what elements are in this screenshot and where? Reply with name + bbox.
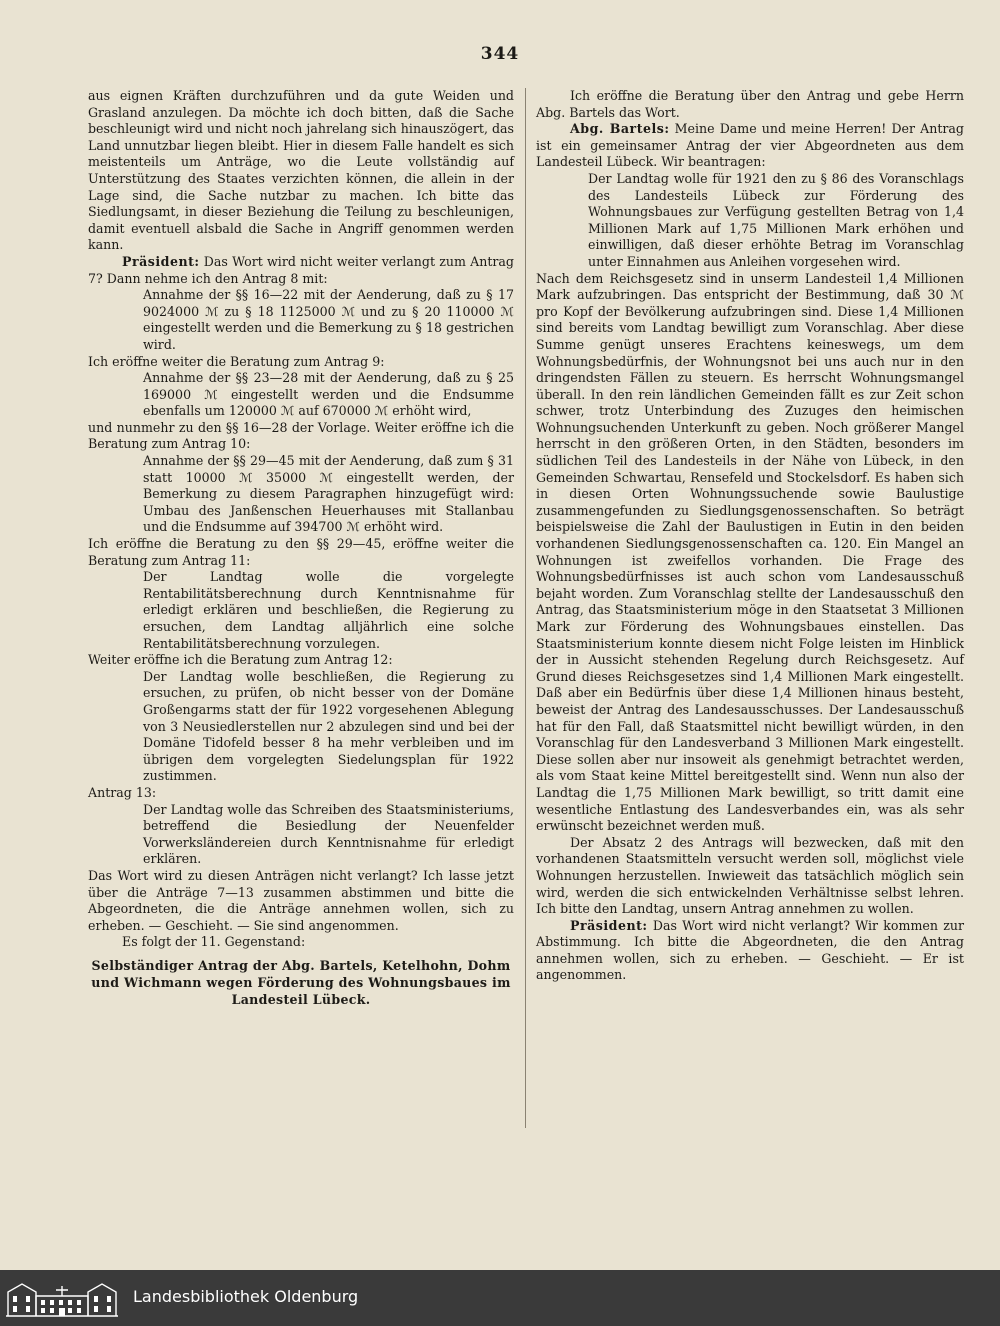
motion-text: Der Landtag wolle die vorgelegte Rentabilitätsberechnung durch Kenntnisnahme für erledigt erklären und beschließen, die Regierung zu ersuchen, dem Landtag alljährlich eine solche Rentabilitätsberechnung vorzulegen.	[143, 569, 514, 651]
paragraph: Ich eröffne die Beratung zu den §§ 29—45, eröffne weiter die Beratung zum Antrag 11:	[88, 536, 514, 568]
paragraph	[536, 918, 964, 984]
motion-text: Annahme der §§ 23—28 mit der Aenderung, daß zu § 25 169000 ℳ eingestellt werden und die Endsumme ebenfalls um 120000 ℳ auf 670000 ℳ erhöht wird,	[143, 370, 514, 419]
library-name: Landesbibliothek Oldenburg	[133, 1287, 359, 1306]
column-divider	[525, 88, 526, 1128]
paragraph-text: Meine Dame und meine Herren! Der Antrag ist ein gemeinsamer Antrag der vier Abgeordneten aus dem Landesteil Lübeck. Wir beantragen:	[536, 121, 964, 170]
paragraph: und nunmehr zu den §§ 16—28 der Vorlage. Weiter eröffne ich die Beratung zum Antrag 10:	[88, 419, 514, 452]
paragraph: Der Absatz 2 des Antrags will bezwecken, daß mit den vorhandenen Staatsmitteln versucht werden soll, möglichst viele Wohnungen herzustellen. Inwieweit das tatsächlich möglich sein wird, werden die sich entwickelnden Verhältnisse selbst lehren. Ich bitte den Landtag, unsern Antrag annehmen zu wollen.	[536, 834, 964, 917]
speaker-label: Abg. Bartels:	[570, 121, 670, 137]
right-column	[536, 88, 964, 984]
library-building-icon	[6, 1278, 118, 1318]
paragraph: Es folgt der 11. Gegenstand:	[122, 934, 306, 950]
section-heading: Selbständiger Antrag der Abg. Bartels, Ketelhohn, Dohm und Wichmann wegen Förderung des Wohnungsbaues im Landesteil Lübeck.	[91, 957, 511, 1007]
paragraph	[536, 121, 964, 171]
motion-text: Annahme der §§ 16—22 mit der Aenderung, daß zu § 17 9024000 ℳ zu § 18 1125000 ℳ und zu § 20 110000 ℳ eingestellt werden und die Bemerkung zu § 18 gestrichen wird.	[143, 287, 514, 352]
motion-text: Annahme der §§ 29—45 mit der Aenderung, daß zum § 31 statt 10000 ℳ 35000 ℳ eingestellt werden, der Bemerkung zu diesem Paragraphen hinzugefügt wird: Umbau des Janßenschen Heuerhauses mit Stallanbau und die Endsumme auf 394700 ℳ erhöht wird.	[143, 453, 514, 535]
motion-text: Der Landtag wolle für 1921 den zu § 86 des Voranschlags des Landesteils Lübeck zur Förderung des Wohnungsbaues zur Verfügung gestellten Betrag von 1,4 Millionen Mark auf 1,75 Millionen Mark erhöhen und einwilligen, daß dieser erhöhte Betrag im Voranschlag unter Einnahmen aus Anleihen vorgesehen wird.	[588, 170, 964, 269]
library-footer	[0, 1270, 1000, 1326]
motion-text: Der Landtag wolle beschließen, die Regierung zu ersuchen, zu prüfen, ob nicht besser von der Domäne Großengarms statt der für 1922 vorgesehenen Ablegung von 3 Neusiedlerstellen nur 2 abzulegen sind und bei der Domäne Tidofeld besser 8 ha mehr verbleiben und im übrigen dem vorgelegten Siedelungsplan für 1922 zustimmen.	[143, 668, 514, 784]
paragraph: Nach dem Reichsgesetz sind in unserm Landesteil 1,4 Millionen Mark aufzubringen. Das entspricht der Bestimmung, daß 30 ℳ pro Kopf der Bevölkerung aufzubringen sind. Diese 1,4 Millionen sind bereits vom Landtag bewilligt zum Voranschlag. Aber diese Summe genügt unseres Erachtens keineswegs, um dem Wohnungsbedürfnis, der Wohnungsnot bei uns auch nur in den dringendsten Fällen zu steuern. Es herrscht Wohnungsmangel überall. In den rein ländlichen Gemeinden fällt es zur Zeit schon schwer, trotz Unterbindung des Zuzuges den heimischen Wohnungsuchenden Unterkunft zu geben. Noch größerer Mangel herrscht in den größeren Orten, in den Städten, besonders im südlichen Teil des Landesteils in der Nähe von Lübeck, in den Gemeinden Schwartau, Rensefeld und Stockelsdorf. Es haben sich in diesen Orten Wohnungssuchende sowie Baulustige zusammengefunden zu Siedlungsgenossenschaften. So beträgt beispielsweise die Zahl der Baulustigen in Eutin in den beiden vorhandenen Siedlungsgenossenschaften ca. 120. Ein Mangel an Wohnungen ist zweifellos vorhanden. Die Frage des Wohnungsbedürfnisses ist auch schon vom Landesausschuß bejaht worden. Zum Voranschlag stellte der Landesausschuß den Antrag, das Staatsministerium möge in den Staatsetat 3 Millionen Mark zur Förderung des Wohnungsbaues einstellen. Das Staatsministerium konnte diesem nicht Folge leisten im Hinblick der in Aussicht stehenden Regelung durch Reichsgesetz. Auf Grund dieses Reichsgesetzes sind 1,4 Millionen Mark eingestellt. Daß aber ein Bedürfnis über diese 1,4 Millionen hinaus besteht, beweist der Antrag des Landesausschusses. Der Landesausschuß hat für den Fall, daß Staatsmittel nicht bewilligt würden, in den Voranschlag für den Landesverband 3 Millionen Mark eingestellt. Diese sollen aber nur insoweit als genehmigt betrachtet werden, als vom Staat keine Mittel bereitgestellt sind. Wenn nun also der Landtag die 1,75 Millionen Mark bewilligt, so tritt damit eine wesentliche Entlastung des Landesverbandes ein, was als sehr erwünscht bezeichnet werden muß.	[536, 270, 964, 834]
motion-text: Der Landtag wolle das Schreiben des Staatsministeriums, betreffend die Besiedlung der Neuenfelder Vorwerksländereien durch Kenntnisnahme für erledigt erklären.	[143, 801, 514, 867]
speaker-label: Präsident:	[570, 917, 648, 933]
paragraph: Antrag 13:	[88, 784, 157, 800]
paragraph-text: Das Wort wird nicht weiter verlangt zum Antrag 7? Dann nehme ich den Antrag 8 mit:	[88, 253, 514, 286]
paragraph-text: Das Wort wird nicht verlangt? Wir kommen zur Abstimmung. Ich bitte die Abgeordneten, die den Antrag annehmen wollen, sich zu erheben. — Geschieht. — Er ist angenommen.	[536, 917, 964, 983]
paragraph	[88, 254, 514, 287]
paragraph: Ich eröffne die Beratung über den Antrag und gebe Herrn Abg. Bartels das Wort.	[536, 88, 964, 120]
paragraph: Weiter eröffne ich die Beratung zum Antrag 12:	[88, 652, 393, 668]
left-column	[88, 88, 514, 1008]
paragraph: Das Wort wird zu diesen Anträgen nicht verlangt? Ich lasse jetzt über die Anträge 7—13 zusammen abstimmen und bitte die Abgeordneten, die die Anträge annehmen wollen, sich zu erheben. — Geschieht. — Sie sind angenommen.	[88, 867, 514, 933]
paragraph: aus eignen Kräften durchzuführen und da gute Weiden und Grasland anzulegen. Da möchte ich doch bitten, daß die Sache beschleunigt wird und nicht noch jahrelang sich hinauszögert, das Land unnutzbar liegen bleibt. Hier in diesem Falle handelt es sich meistenteils um Anträge, wo die Leute vollständig auf Unterstützung des Staates verzichten können, die allein in der Lage sind, die Sache nutzbar zu machen. Ich bitte das Siedlungsamt, in dieser Beziehung die Teilung zu beschleunigen, damit eventuell alsbald die Sache in Angriff genommen werden kann.	[88, 88, 514, 253]
speaker-label: Präsident:	[122, 253, 200, 269]
page-number: 344	[480, 44, 520, 64]
paragraph: Ich eröffne weiter die Beratung zum Antrag 9:	[88, 353, 385, 369]
